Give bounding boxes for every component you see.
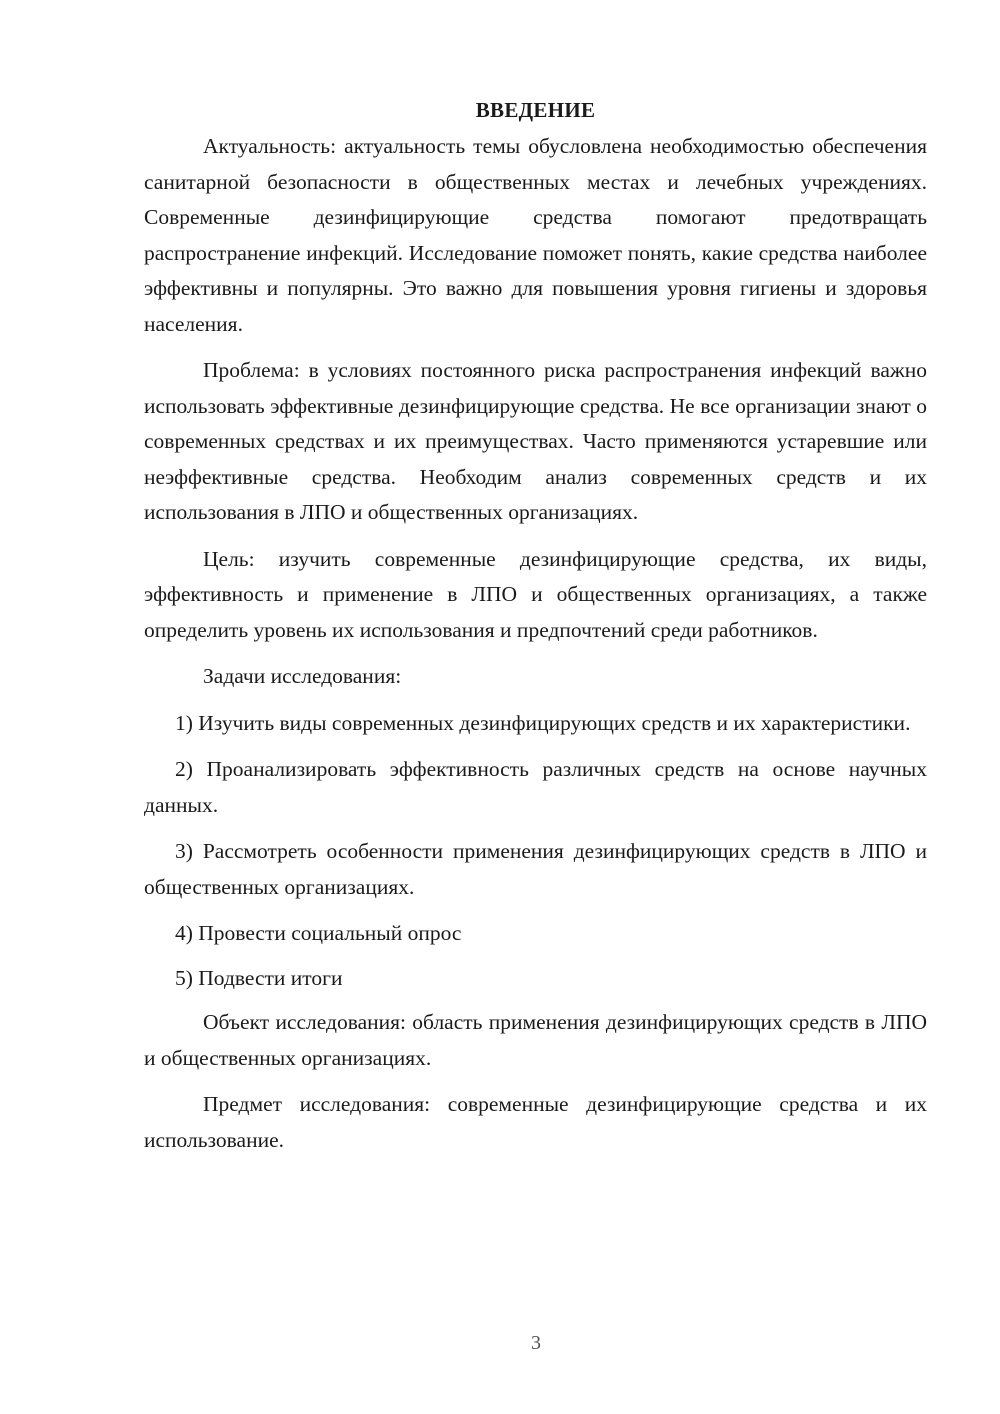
paragraph-goal: Цель: изучить современные дезинфицирующие средства, их виды, эффективность и применение в ЛПО и общественных организациях, а также определить уровень их использования и предпочтений среди работников. <box>144 546 927 642</box>
task-item-1: 1) Изучить виды современных дезинфицирующих средств и их характеристики. <box>175 710 911 735</box>
paragraph-object: Объект исследования: область применения дезинфицирующих средств в ЛПО и общественных организациях. <box>144 1010 927 1070</box>
tasks-heading: Задачи исследования: <box>203 664 402 688</box>
task-item-4: 4) Провести социальный опрос <box>175 921 462 945</box>
page-content <box>144 95 927 1169</box>
section-title: ВВЕДЕНИЕ <box>475 98 596 122</box>
paragraph-subject: Предмет исследования: современные дезинфицирующие средства и их использование. <box>144 1092 927 1152</box>
paragraph-problem: Проблема: в условиях постоянного риска распространения инфекций важно использовать эффективные дезинфицирующие средства. Не все организации знают о современных средствах и их преимуществах. Часто применяются устаревшие или неэффективные средства. Необходим анализ современных средств и их использования в ЛПО и общественных организациях. <box>144 358 927 524</box>
paragraph-relevance: Актуальность: актуальность темы обусловлена необходимостью обеспечения санитарной безопасности в общественных местах и лечебных учреждениях. Современные дезинфицирующие средства помогают предотвращать распространение инфекций. Исследование поможет понять, какие средства наиболее эффективны и популярны. Это важно для повышения уровня гигиены и здоровья населения. <box>144 134 927 336</box>
task-item-5: 5) Подвести итоги <box>175 965 343 990</box>
task-item-2: 2) Проанализировать эффективность различных средств на основе научных данных. <box>144 757 927 817</box>
task-item-3: 3) Рассмотреть особенности применения дезинфицирующих средств в ЛПО и общественных организациях. <box>144 839 927 899</box>
page-number: 3 <box>531 1332 541 1354</box>
